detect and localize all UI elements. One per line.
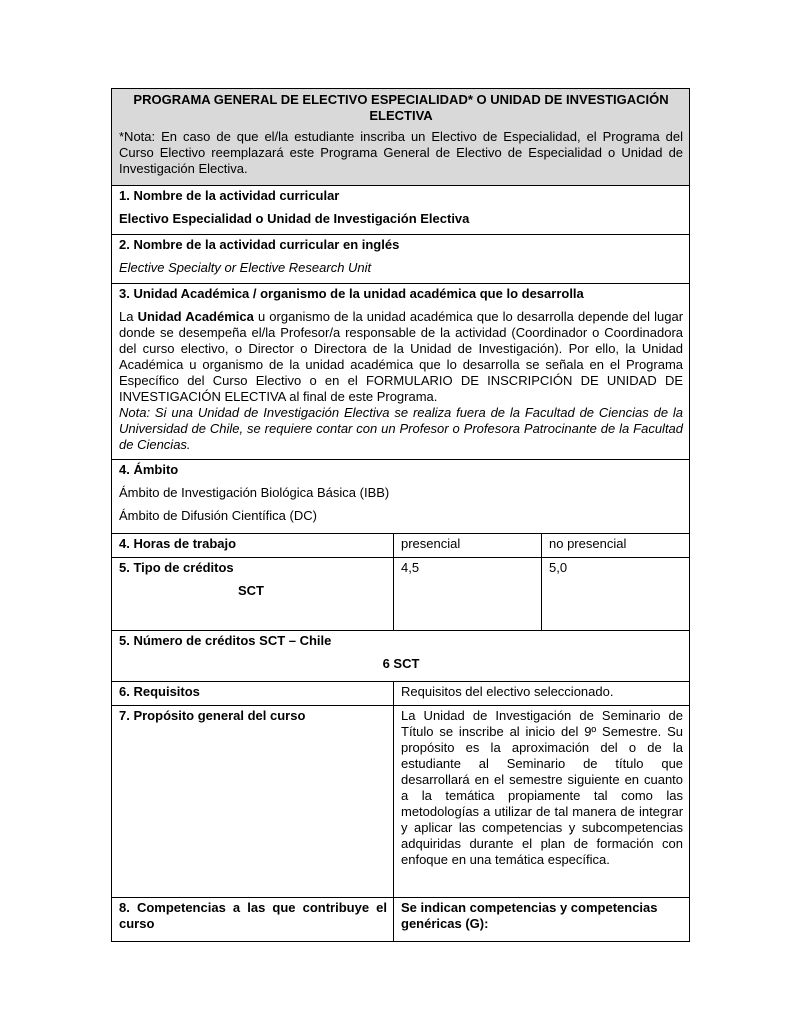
cell-nombre: [112, 186, 690, 235]
section-3-text-bold: Unidad Académica: [137, 309, 254, 324]
requisitos-label: 6. Requisitos: [112, 682, 394, 706]
credits-type-unit: SCT: [238, 583, 264, 598]
cell-nombre-ingles: [112, 235, 690, 284]
section-3-label: 3. Unidad Académica / organismo de la unidad académica que lo desarrolla: [119, 286, 584, 301]
row-nombre: [112, 186, 690, 235]
proposito-value: La Unidad de Investigación de Seminario de Título se inscribe al inicio del 9º Semestre. Su propósito es la aproximación del o de la estudiante al Seminario de título que desarrollará en el semestre siguiente en cuanto a la temática propiamente tal como las metodologías a utilizar de tal manera de integrar y aplicar las competencias y subcompetencias adquiridas durante el plan de formación con enfoque en una temática específica.: [394, 706, 690, 898]
cell-unidad-academica: [112, 284, 690, 460]
row-ambito: [112, 460, 690, 534]
row-unidad-academica: [112, 284, 690, 460]
section-3-text-post: u organismo de la unidad académica que lo desarrolla depende del lugar donde se desempeña el/la Profesor/a responsable de la actividad (Coordinador o Coordinadora del curso electivo, o Director o Directora de la Unidad de Investigación). Por ello, la Unidad Académica u organismo de la unidad académica que lo desarrolla se señala en el Programa Específico del Curso Electivo o en el FORMULARIO DE INSCRIPCIÓN DE UNIDAD DE INVESTIGACIÓN ELECTIVA al final de este Programa.: [119, 309, 684, 404]
hours-col-no-presencial: no presencial: [542, 534, 690, 558]
section-2-value: Elective Specialty or Elective Research Unit: [119, 260, 372, 275]
cell-numero-creditos: [112, 631, 690, 682]
row-requisitos: [112, 682, 690, 706]
credits-number-label: 5. Número de créditos SCT – Chile: [119, 633, 332, 648]
cell-ambito: [112, 460, 690, 534]
row-tipo-creditos: [112, 558, 690, 631]
credits-type-value-2: 5,0: [542, 558, 690, 631]
hours-col-presencial: presencial: [394, 534, 542, 558]
competencias-value: Se indican competencias y competencias genéricas (G):: [394, 898, 690, 942]
row-competencias: [112, 898, 690, 942]
row-horas: [112, 534, 690, 558]
competencias-label: 8. Competencias a las que contribuye el curso: [112, 898, 394, 942]
row-proposito: [112, 706, 690, 898]
section-1-label: 1. Nombre de la actividad curricular: [119, 188, 340, 203]
cell-tipo-creditos: [112, 558, 394, 631]
header-note: *Nota: En caso de que el/la estudiante inscriba un Electivo de Especialidad, el Programa del Curso Electivo reemplazará este Programa General de Electivo de Especialidad o Unidad de Investigación Electiva.: [119, 129, 684, 176]
section-2-label: 2. Nombre de la actividad curricular en inglés: [119, 237, 400, 252]
ambito-item: Ámbito de Difusión Científica (DC): [119, 508, 317, 523]
header-row: [112, 89, 690, 186]
credits-type-label: 5. Tipo de créditos: [119, 560, 234, 575]
section-3-paragraph: [119, 309, 683, 405]
credits-number-value: 6 SCT: [382, 656, 420, 671]
section-3-text-pre: La: [119, 309, 134, 324]
proposito-label: 7. Propósito general del curso: [112, 706, 394, 898]
program-table: [111, 88, 690, 942]
section-1-value: Electivo Especialidad o Unidad de Investigación Electiva: [119, 211, 470, 226]
row-nombre-ingles: [112, 235, 690, 284]
row-numero-creditos: [112, 631, 690, 682]
section-4-label: 4. Ámbito: [119, 462, 179, 477]
credits-type-value-1: 4,5: [394, 558, 542, 631]
document-title: PROGRAMA GENERAL DE ELECTIVO ESPECIALIDAD* O UNIDAD DE INVESTIGACIÓN ELECTIVA: [133, 92, 669, 123]
ambito-item: Ámbito de Investigación Biológica Básica (IBB): [119, 485, 390, 500]
requisitos-value: Requisitos del electivo seleccionado.: [394, 682, 690, 706]
program-document: [111, 88, 689, 942]
header-cell: [112, 89, 690, 186]
section-3-note: Nota: Si una Unidad de Investigación Electiva se realiza fuera de la Facultad de Ciencias de la Universidad de Chile, se requiere contar con un Profesor o Profesora Patrocinante de la Facultad de Ciencias.: [119, 405, 684, 452]
hours-label: 4. Horas de trabajo: [112, 534, 394, 558]
